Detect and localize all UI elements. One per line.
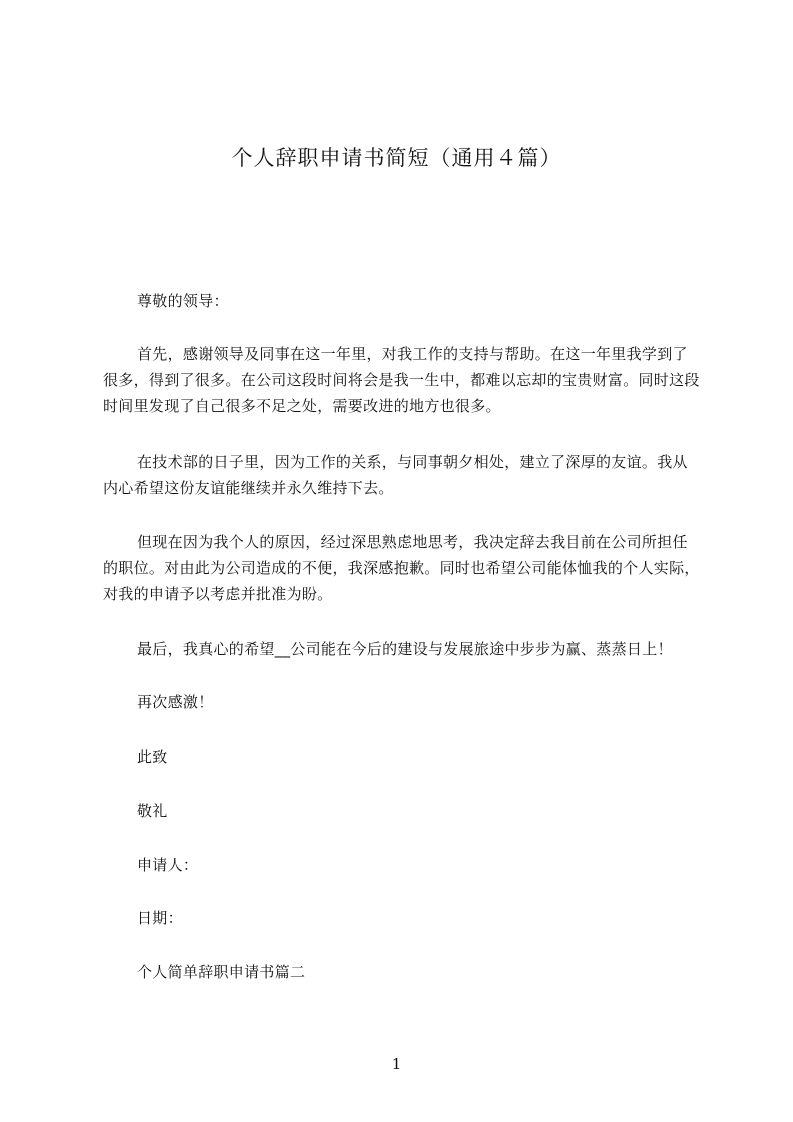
paragraph-2: 在技术部的日子里，因为工作的关系，与同事朝夕相处，建立了深厚的友谊。我从内心希望这份友谊能继续并永久维持下去。: [103, 453, 688, 497]
salutation: 尊敬的领导：: [137, 292, 229, 310]
applicant-line: 申请人：: [137, 856, 199, 874]
paragraph-3: 但现在因为我个人的原因，经过深思熟虑地思考，我决定辞去我目前在公司所担任的职位。对由此为公司造成的不便，我深感抱歉。同时也希望公司能体恤我的个人实际，对我的申请予以考虑并批准为盼。: [103, 533, 700, 603]
closing-wish: 最后，我真心的希望__公司能在今后的建设与发展旅途中步步为赢、蒸蒸日上！: [137, 640, 673, 658]
date-line: 日期：: [137, 909, 183, 927]
document-title: 个人辞职申请书简短（通用４篇）: [231, 146, 562, 170]
page-number: 1: [391, 1055, 402, 1073]
paragraph-1: 首先，感谢领导及同事在这一年里，对我工作的支持与帮助。在这一年里我学到了很多，得到了很多。在公司这段时间将会是我一生中，都难以忘却的宝贵财富。同时这段时间里发现了自己很多不足之处，需要改进的地方也很多。: [103, 345, 700, 415]
thanks-line: 再次感激！: [137, 693, 214, 711]
next-section-title: 个人简单辞职申请书篇二: [137, 963, 306, 981]
regards-line-1: 此致: [137, 748, 168, 766]
regards-line-2: 敬礼: [137, 802, 168, 820]
